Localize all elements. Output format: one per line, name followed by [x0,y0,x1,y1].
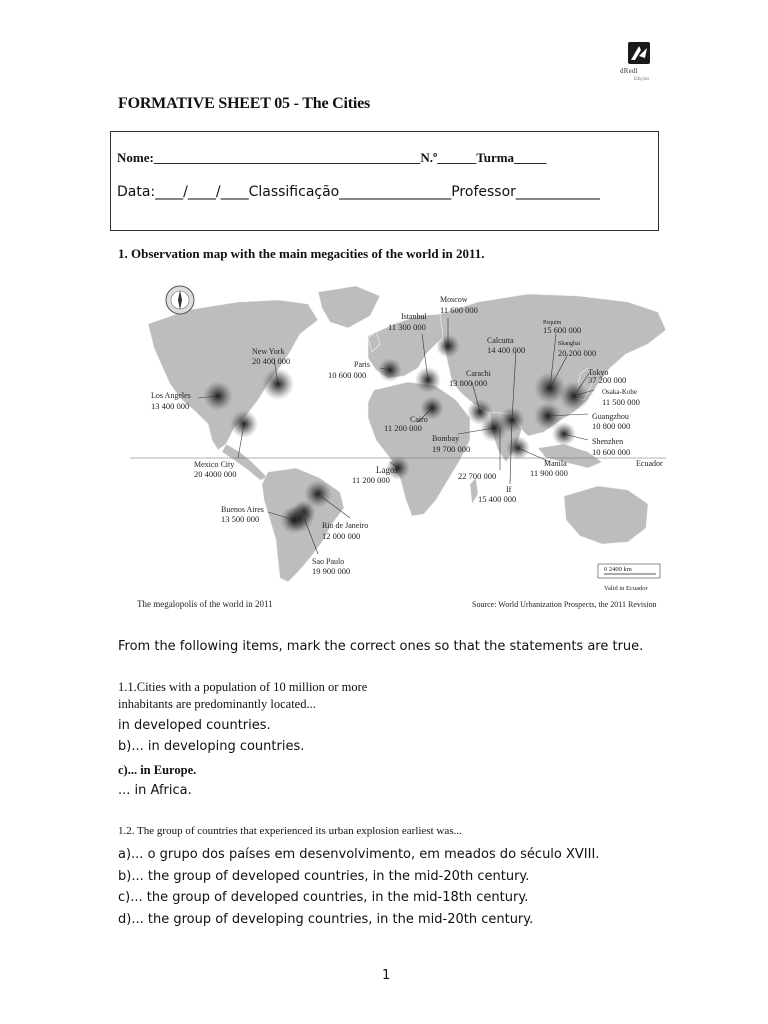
city-name: Pequim [543,320,562,326]
city-population: 11 500 000 [602,397,640,407]
scale-note: Valid in Ecuador [604,585,648,592]
question-1-1-line2: inhabitants are predominantly located... [118,697,316,711]
city-population: 13 500 000 [221,514,260,524]
logo-brand: dRedl [620,67,638,75]
city-population: 13 800 000 [449,378,488,388]
page-number: 1 [382,968,391,983]
city-name: Rio de Janeiro [322,521,369,530]
city-name: Paris [354,360,370,369]
city-name: Sao Paulo [312,557,345,566]
city-population: 15 400 000 [478,494,517,504]
city-name: Carachi [466,369,491,378]
q1-2-option-b[interactable]: b)... the group of developed countries, in the mid-20th century. [118,869,530,884]
city-name: Osaka-Kobe [602,388,637,396]
equator-label: Ecuador [636,459,663,468]
city-population: 11 900 000 [530,468,568,478]
city-population: 15 600 000 [543,325,582,335]
city-population: 13 400 000 [151,401,190,411]
city-population: 14 400 000 [487,345,526,355]
instruction-text: From the following items, mark the correct ones so that the statements are true. [118,639,644,654]
compass-rose-icon [166,286,194,314]
map-caption: The megalopolis of the world in 2011 [137,599,273,609]
city-name: Buenos Aires [221,505,264,514]
question-1-2-prompt: 1.2. The group of countries that experienced its urban explosion earliest was... [118,825,462,837]
city-population: 20 4000 000 [194,469,237,479]
scale-label: 0 2400 km [604,566,632,573]
city-population: 20 400 000 [252,356,291,366]
city-population: 10 600 000 [592,447,631,457]
name-line[interactable]: Nome:_________________________________________N.º______Turma_____ [117,150,547,165]
city-name: Manila [544,459,567,468]
city-name: Moscow [440,295,468,304]
city-population: 11 200 000 [384,423,422,433]
city-population: 10 800 000 [592,421,631,431]
q1-2-option-d[interactable]: d)... the group of developing countries, in the mid-20th century. [118,912,534,927]
city-name: Cairo [410,415,428,424]
city-name: New York [252,347,285,356]
city-name: Lagos [376,465,398,475]
city-name: Calcutta [487,336,514,345]
q1-2-option-c[interactable]: c)... the group of developed countries, in the mid-18th century. [118,890,529,905]
question-1-heading: 1. Observation map with the main megacities of the world in 2011. [118,246,485,261]
city-name: Los Angeles [151,391,191,400]
question-1-1-line1: 1.1.Cities with a population of 10 million or more [118,680,368,694]
city-population: 11 600 000 [440,305,478,315]
city-population: 20 200 000 [558,348,597,358]
publisher-logo [620,42,660,84]
logo-icon [628,42,650,64]
city-name: Bombay [432,434,460,443]
q1-1-option-d[interactable]: ... in Africa. [118,783,192,798]
city-name: Tokyo [588,368,609,377]
q1-2-option-a[interactable]: a)... o grupo dos países em desenvolvimento, em meados do século XVIII. [118,847,600,862]
megacities-map [118,272,678,617]
city-population: 12 000 000 [322,531,361,541]
logo-sub: Edições [634,76,650,81]
city-name: Istanbul [401,312,427,321]
city-population: 22 700 000 [458,471,497,481]
city-population: 37 200 000 [588,375,627,385]
city-name: Shenzhen [592,437,624,446]
city-population: 19 900 000 [312,566,351,576]
date-line[interactable]: Data:____/____/____Classificação________________Professor____________ [117,184,600,200]
map-source: Source: World Urbanization Prospects, the 2011 Revision [472,600,657,609]
q1-1-option-c[interactable]: c)... in Europe. [118,763,197,777]
page-title: FORMATIVE SHEET 05 - The Cities [118,95,371,112]
city-name: Mexico City [194,460,235,469]
city-population: 11 200 000 [352,475,390,485]
q1-1-option-a[interactable]: in developed countries. [118,718,271,733]
city-name: Shanghai [558,341,581,347]
city-name: If [506,485,512,494]
q1-1-option-b[interactable]: b)... in developing countries. [118,739,305,754]
city-population: 10 600 000 [328,370,367,380]
student-info-box [110,131,659,231]
city-name: Guangzhou [592,412,629,421]
city-population: 11 300 000 [388,322,426,332]
question-1-1-prompt [118,679,418,713]
city-population: 19 700 000 [432,444,471,454]
